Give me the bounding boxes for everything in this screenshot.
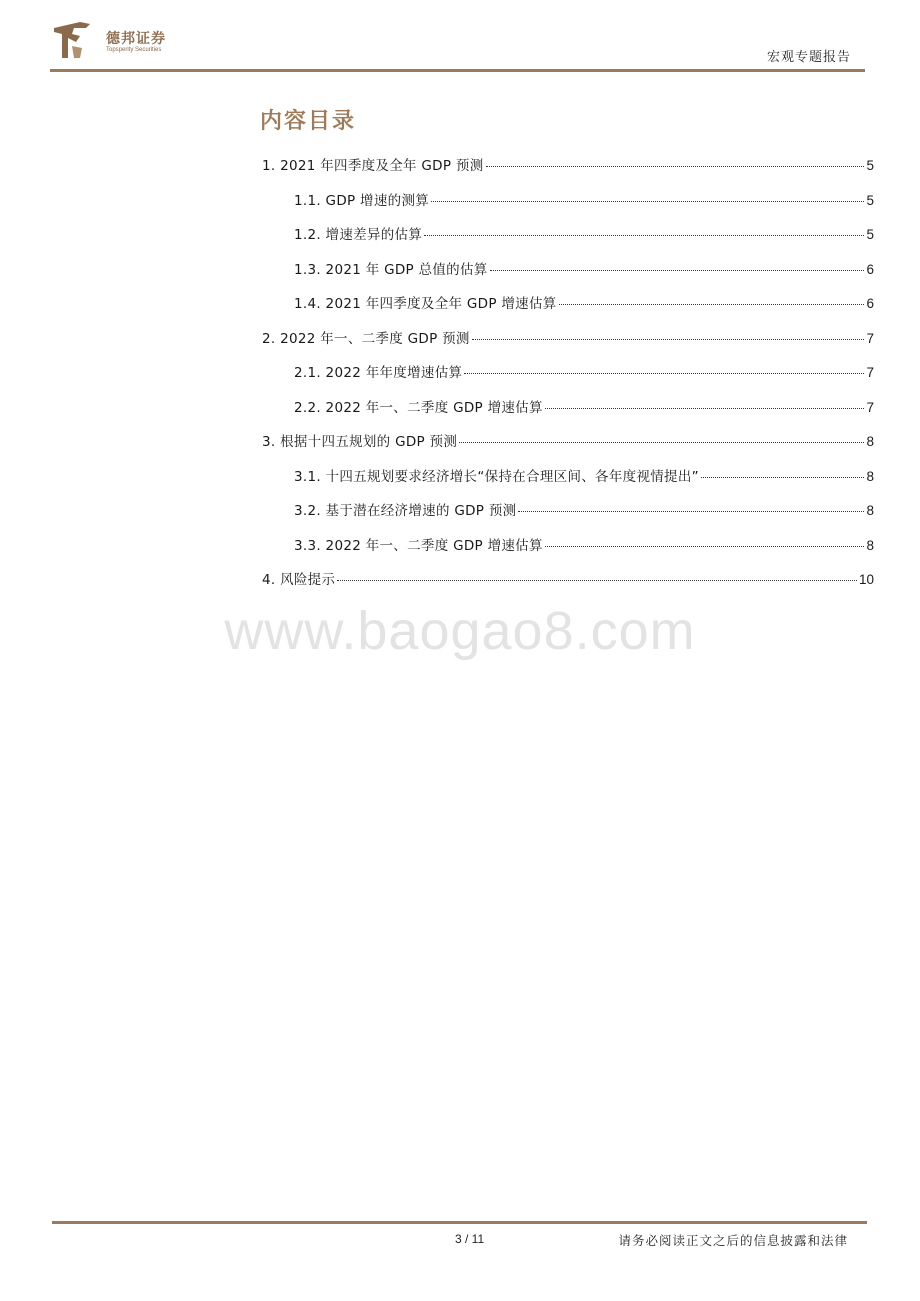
toc-dot-leader	[545, 408, 865, 409]
toc-dot-leader	[518, 511, 864, 512]
toc-entry-page: 8	[866, 503, 874, 518]
toc-entry[interactable]	[262, 292, 874, 327]
toc-entry-label: 1. 2021 年四季度及全年 GDP 预测	[262, 158, 484, 174]
toc-entry[interactable]	[262, 327, 874, 362]
toc-title: 内容目录	[260, 109, 357, 134]
footer-divider	[52, 1221, 867, 1224]
toc-dot-leader	[337, 580, 857, 581]
toc-entry[interactable]	[262, 465, 874, 500]
toc-dot-leader	[545, 546, 865, 547]
toc-entry[interactable]	[262, 361, 874, 396]
toc-entry-page: 6	[866, 296, 874, 311]
toc-entry-label: 2.1. 2022 年年度增速估算	[294, 365, 463, 381]
toc-entry-page: 7	[866, 330, 874, 346]
page-header	[50, 14, 865, 74]
toc-entry[interactable]	[262, 154, 874, 189]
toc-entry[interactable]	[262, 258, 874, 293]
toc-dot-leader	[464, 373, 864, 374]
toc-entry[interactable]	[262, 396, 874, 431]
toc-entry[interactable]	[262, 430, 874, 465]
toc-dot-leader	[472, 339, 865, 340]
toc-entry-label: 1.3. 2021 年 GDP 总值的估算	[294, 261, 488, 278]
watermark: www.baogao8.com	[224, 601, 696, 661]
toc-entry-page: 8	[866, 468, 874, 484]
toc-entry-page: 5	[866, 227, 874, 242]
toc-dot-leader	[490, 270, 865, 271]
toc-entry[interactable]	[262, 568, 874, 603]
header-divider	[50, 69, 865, 72]
logo-mark-icon	[50, 18, 94, 62]
toc-dot-leader	[559, 304, 865, 305]
toc-dot-leader	[459, 442, 864, 443]
toc-entry-page: 7	[866, 365, 874, 380]
logo-chinese-name: 德邦证券	[106, 31, 166, 47]
logo-english-name: Topsperity Securities	[106, 47, 162, 53]
toc-dot-leader	[701, 477, 865, 478]
disclaimer-note: 请务必阅读正文之后的信息披露和法律	[618, 1233, 848, 1248]
toc-entry-page: 7	[866, 399, 874, 415]
company-logo	[50, 18, 180, 62]
toc-dot-leader	[431, 201, 864, 202]
toc-dot-leader	[486, 166, 865, 167]
toc-entry-label: 3.1. 十四五规划要求经济增长“保持在合理区间、各年度视情提出”	[294, 468, 699, 485]
toc-entry[interactable]	[262, 223, 874, 258]
toc-entry-label: 3. 根据十四五规划的 GDP 预测	[262, 434, 458, 450]
toc-entry-label: 2.2. 2022 年一、二季度 GDP 增速估算	[294, 399, 543, 416]
toc-entry-label: 1.2. 增速差异的估算	[294, 227, 423, 243]
toc-entry-page: 10	[858, 572, 874, 587]
toc-entry-label: 1.4. 2021 年四季度及全年 GDP 增速估算	[294, 296, 557, 312]
toc-entry-label: 1.1. GDP 增速的测算	[294, 192, 430, 209]
toc-entry-page: 6	[866, 261, 874, 277]
toc-dot-leader	[424, 235, 864, 236]
toc-entry-label: 3.2. 基于潜在经济增速的 GDP 预测	[294, 503, 517, 519]
toc-entry-page: 8	[866, 434, 874, 449]
table-of-contents	[262, 154, 874, 603]
toc-entry-page: 5	[866, 158, 874, 173]
page-number: 3 / 11	[455, 1232, 485, 1246]
toc-entry-page: 8	[866, 537, 874, 553]
toc-entry-label: 2. 2022 年一、二季度 GDP 预测	[262, 330, 470, 347]
toc-entry[interactable]	[262, 534, 874, 569]
toc-entry[interactable]	[262, 499, 874, 534]
toc-entry-label: 3.3. 2022 年一、二季度 GDP 增速估算	[294, 537, 543, 554]
toc-entry-page: 5	[866, 192, 874, 208]
report-type: 宏观专题报告	[766, 50, 851, 65]
toc-entry-label: 4. 风险提示	[262, 572, 336, 588]
toc-entry[interactable]	[262, 189, 874, 224]
